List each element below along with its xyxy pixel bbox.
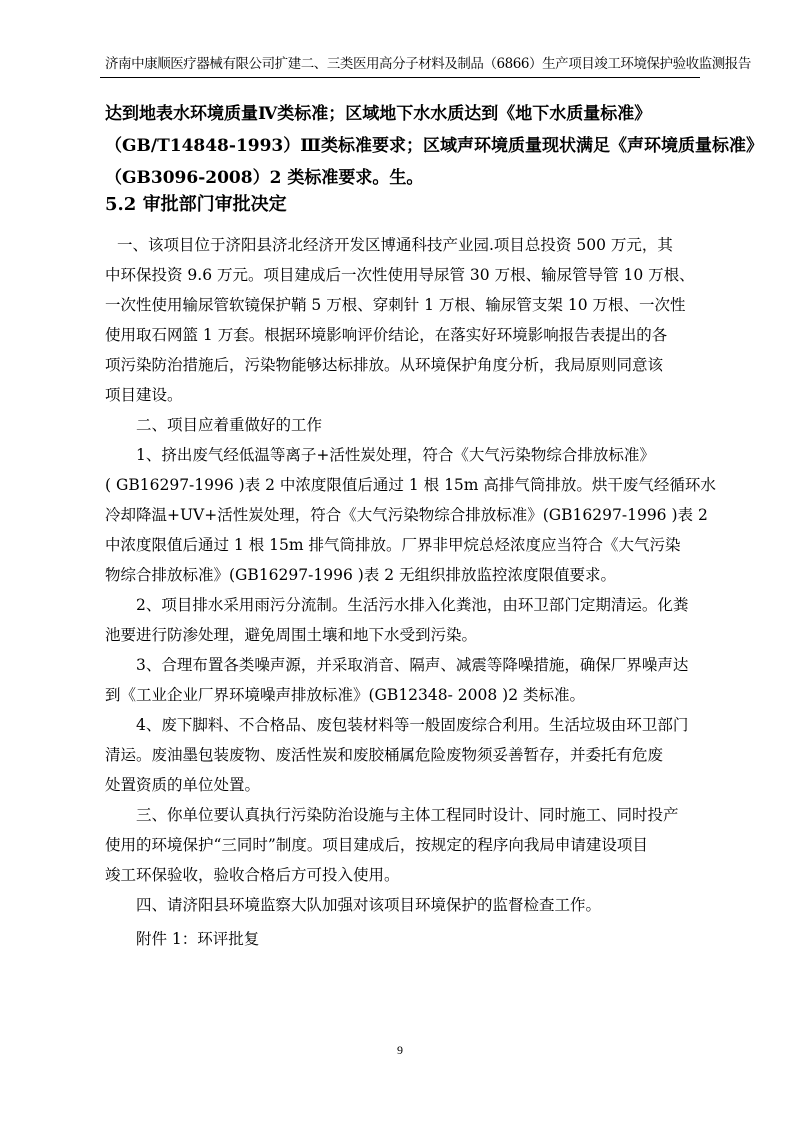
paragraph-6	[105, 710, 697, 800]
attachment-label: 附件 1：环评批复	[136, 930, 260, 948]
text-line: 竣工环保验收，验收合格后方可投入使用。	[105, 866, 400, 884]
paragraph-4	[105, 590, 697, 650]
paragraph-1	[105, 230, 697, 410]
paragraph-2	[105, 410, 697, 440]
text-line: 使用取石网篮 1 万套。根据环境影响评价结论，在落实好环境影响报告表提出的各	[105, 326, 668, 344]
text-line: 中浓度限值后通过 1 根 15m 排气筒排放。厂界非甲烷总烃浓度应当符合《大气污染	[105, 536, 681, 554]
paragraph-8	[105, 890, 697, 920]
text-line: 冷却降温+UV+活性炭处理，符合《大气污染物综合排放标准》(GB16297-1996 )表 2	[105, 506, 708, 524]
text-line: 池要进行防渗处理，避免周围土壤和地下水受到污染。	[105, 626, 478, 644]
section-heading: 5.2 审批部门审批决定	[105, 194, 287, 215]
continued-text	[105, 98, 763, 194]
text-line: 1、挤出废气经低温等离子+活性炭处理，符合《大气污染物综合排放标准》	[136, 446, 655, 464]
text-line: ( GB16297-1996 )表 2 中浓度限值后通过 1 根 15m 高排气筒排放。烘干废气经循环水	[105, 476, 716, 494]
page-number: 9	[397, 1043, 403, 1057]
text-line: 清运。废油墨包装废物、废活性炭和废胶桶属危险废物须妥善暂存，并委托有危废	[105, 746, 664, 764]
text-line: 物综合排放标准》(GB16297-1996 )表 2 无组织排放监控浓度限值要求。	[105, 566, 617, 584]
approval-body	[105, 230, 716, 954]
paragraph-5	[105, 650, 697, 710]
text-line: 三、你单位要认真执行污染防治设施与主体工程同时设计、同时施工、同时投产	[136, 806, 679, 824]
text-line: 项污染防治措施后，污染物能够达标排放。从环境保护角度分析，我局原则同意该	[105, 356, 664, 374]
continued-line: 达到地表水环境质量Ⅳ类标准；区域地下水水质达到《地下水质量标准》	[105, 104, 652, 124]
text-line: 到《工业企业厂界环境噪声排放标准》(GB12348- 2008 )2 类标准。	[105, 686, 586, 704]
text-line: 四、请济阳县环境监察大队加强对该项目环境保护的监督检查工作。	[136, 896, 602, 914]
continued-line: （GB3096-2008）2 类标准要求。生。	[105, 168, 424, 188]
text-line: 一次性使用输尿管软镜保护鞘 5 万根、穿刺针 1 万根、输尿管支架 10 万根、一次性	[105, 296, 686, 314]
paragraph-7	[105, 800, 697, 890]
paragraph-3	[105, 440, 716, 590]
text-line: 中环保投资 9.6 万元。项目建成后一次性使用导尿管 30 万根、输尿管导管 10 万根、	[105, 266, 695, 284]
text-line: 一、该项目位于济阳县济北经济开发区博通科技产业园.项目总投资 500 万元，其	[117, 236, 673, 254]
text-line: 处置资质的单位处置。	[105, 776, 261, 794]
text-line: 使用的环境保护“三同时”制度。项目建成后，按规定的程序向我局申请建设项目	[105, 836, 648, 854]
text-line: 2、项目排水采用雨污分流制。生活污水排入化粪池，由环卫部门定期清运。化粪	[136, 596, 689, 614]
header-rule	[100, 77, 700, 78]
running-header: 济南中康顺医疗器械有限公司扩建二、三类医用高分子材料及制品（6866）生产项目竣工环境保护验收监测报告	[105, 56, 751, 72]
text-line: 项目建设。	[105, 386, 183, 404]
continued-line: （GB/T14848-1993）Ⅲ类标准要求；区域声环境质量现状满足《声环境质量标准》	[105, 136, 763, 156]
text-line: 3、合理布置各类噪声源，并采取消音、隔声、减震等降噪措施，确保厂界噪声达	[136, 656, 689, 674]
text-line: 4、废下脚料、不合格品、废包装材料等一般固废综合利用。生活垃圾由环卫部门	[136, 716, 689, 734]
text-line: 二、项目应着重做好的工作	[136, 416, 323, 434]
